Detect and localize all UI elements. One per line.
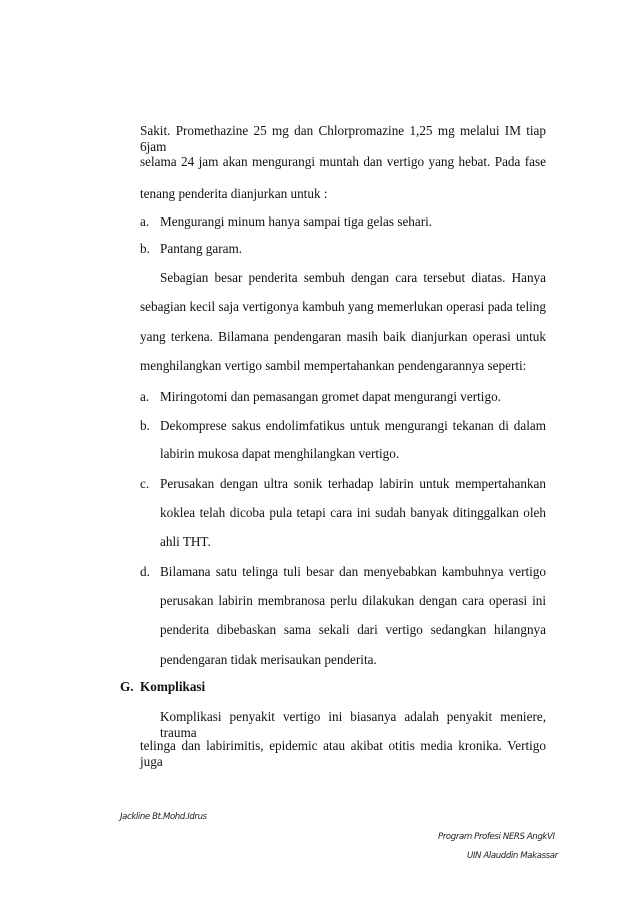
list-item-line: koklea telah dicoba pula tetapi cara ini sudah banyak ditinggalkan oleh [160, 505, 546, 520]
footer-program: Program Profesi NERS AngkVI [438, 832, 555, 842]
list-item-line: Bilamana satu telinga tuli besar dan menyebabkan kambuhnya vertigo [160, 564, 546, 579]
list-item-line: Miringotomi dan pemasangan gromet dapat mengurangi vertigo. [160, 389, 501, 404]
footer-university: UIN Alauddin Makassar [467, 851, 558, 861]
paragraph-line: yang terkena. Bilamana pendengaran masih baik dianjurkan operasi untuk [140, 329, 546, 344]
list-label: a. [140, 214, 150, 229]
list-label: b. [140, 241, 150, 256]
list-label: d. [140, 564, 150, 579]
list-label: a. [140, 389, 150, 404]
paragraph-line: telinga dan labirimitis, epidemic atau akibat otitis media kronika. Vertigo juga [140, 738, 546, 769]
paragraph-line: selama 24 jam akan mengurangi muntah dan vertigo yang hebat. Pada fase [140, 154, 546, 169]
paragraph-line: menghilangkan vertigo sambil mempertahankan pendengarannya seperti: [140, 358, 527, 373]
paragraph-line: sebagian kecil saja vertigonya kambuh yang memerlukan operasi pada teling [140, 299, 546, 314]
paragraph-line: Komplikasi penyakit vertigo ini biasanya adalah penyakit meniere, trauma [160, 709, 546, 740]
list-label: b. [140, 418, 150, 433]
paragraph-line: Sakit. Promethazine 25 mg dan Chlorpromazine 1,25 mg melalui IM tiap 6jam [140, 123, 546, 154]
list-item-line: perusakan labirin membranosa perlu dilakukan dengan cara operasi ini [160, 593, 546, 608]
footer-author: Jackline Bt.Mohd.Idrus [120, 812, 207, 822]
section-heading: Komplikasi [140, 679, 206, 694]
list-item-line: Dekomprese sakus endolimfatikus untuk mengurangi tekanan di dalam [160, 418, 546, 433]
list-item-line: ahli THT. [160, 534, 211, 549]
section-heading-label: G. [120, 679, 134, 694]
list-item-line: Pantang garam. [160, 241, 243, 256]
list-item-line: pendengaran tidak merisaukan penderita. [160, 652, 377, 667]
paragraph-line: Sebagian besar penderita sembuh dengan cara tersebut diatas. Hanya [160, 270, 546, 285]
paragraph-line: tenang penderita dianjurkan untuk : [140, 186, 328, 201]
list-item-line: labirin mukosa dapat menghilangkan vertigo. [160, 446, 400, 461]
list-label: c. [140, 476, 150, 491]
list-item-line: Perusakan dengan ultra sonik terhadap labirin untuk mempertahankan [160, 476, 546, 491]
list-item-line: Mengurangi minum hanya sampai tiga gelas sehari. [160, 214, 433, 229]
list-item-line: penderita dibebaskan sama sekali dari vertigo sedangkan hilangnya [160, 622, 546, 637]
